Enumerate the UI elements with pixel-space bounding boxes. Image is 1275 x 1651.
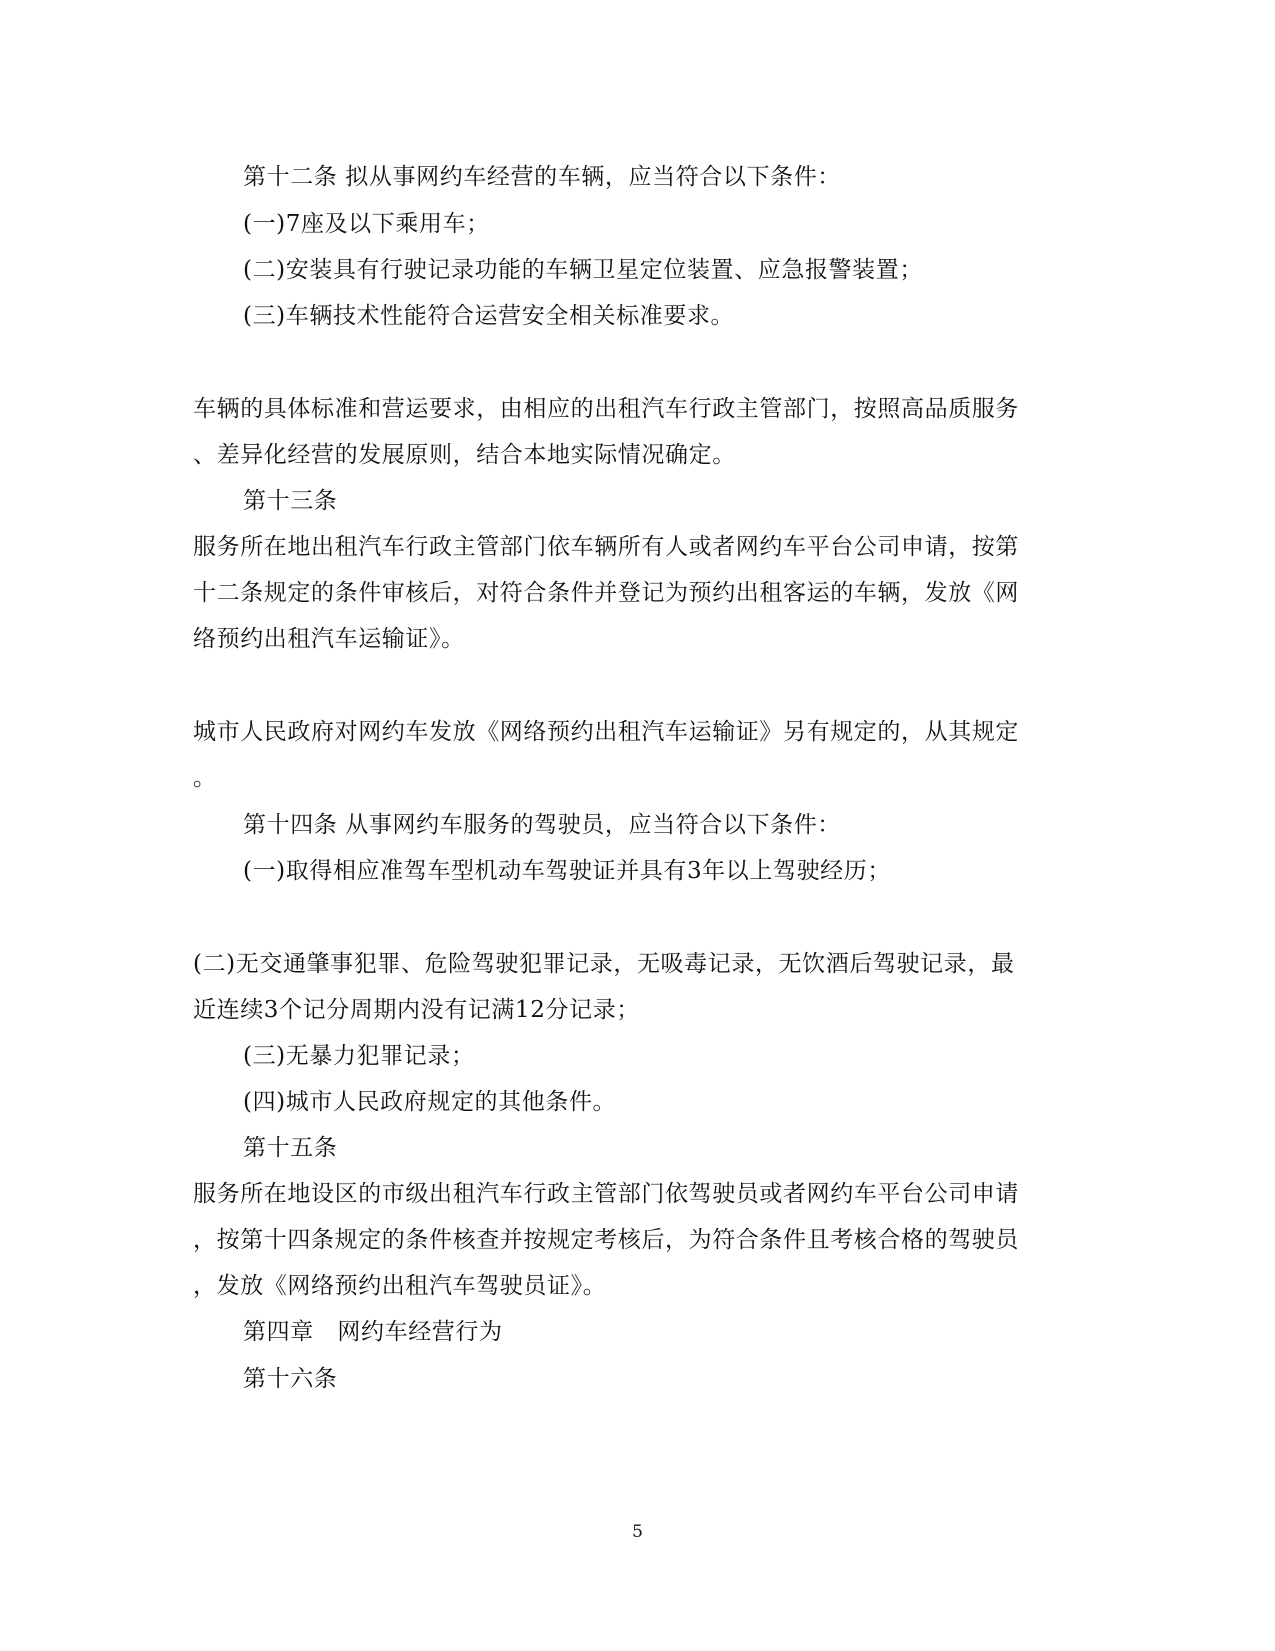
vehicle-standard-paragraph-line-1: 车辆的具体标准和营运要求，由相应的出租汽车行政主管部门，按照高品质服务 bbox=[193, 396, 1019, 422]
article-12-item-3: (三)车辆技术性能符合运营安全相关标准要求。 bbox=[243, 303, 735, 329]
article-13-heading: 第十三条 bbox=[243, 488, 338, 514]
article-13-paragraph-line-1: 服务所在地出租汽车行政主管部门依车辆所有人或者网约车平台公司申请，按第 bbox=[193, 534, 1019, 560]
article-13-paragraph-line-2: 十二条规定的条件审核后，对符合条件并登记为预约出租客运的车辆，发放《网 bbox=[193, 580, 1019, 606]
article-15-paragraph-line-2: ，按第十四条规定的条件核查并按规定考核后，为符合条件且考核合格的驾驶员 bbox=[193, 1227, 1019, 1253]
article-14-item-2-line-1: (二)无交通肇事犯罪、危险驾驶犯罪记录，无吸毒记录，无饮酒后驾驶记录，最 bbox=[193, 951, 1015, 977]
article-12-item-2: (二)安装具有行驶记录功能的车辆卫星定位装置、应急报警装置； bbox=[243, 257, 923, 283]
chapter-4-heading: 第四章 网约车经营行为 bbox=[243, 1319, 503, 1345]
article-14-item-3: (三)无暴力犯罪记录； bbox=[243, 1043, 475, 1069]
city-government-paragraph-line-1: 城市人民政府对网约车发放《网络预约出租汽车运输证》另有规定的，从其规定 bbox=[193, 719, 1019, 745]
city-government-paragraph-line-2: 。 bbox=[193, 765, 217, 791]
article-16-heading: 第十六条 bbox=[243, 1366, 338, 1392]
article-15-heading: 第十五条 bbox=[243, 1135, 338, 1161]
article-12-item-1: (一)7座及以下乘用车； bbox=[243, 211, 490, 237]
article-15-paragraph-line-3: ，发放《网络预约出租汽车驾驶员证》。 bbox=[193, 1273, 607, 1299]
article-14-item-1: (一)取得相应准驾车型机动车驾驶证并具有3年以上驾驶经历； bbox=[243, 858, 891, 884]
article-14-heading: 第十四条 从事网约车服务的驾驶员，应当符合以下条件： bbox=[243, 812, 841, 838]
article-12-heading: 第十二条 拟从事网约车经营的车辆，应当符合以下条件： bbox=[243, 164, 841, 190]
vehicle-standard-paragraph-line-2: 、差异化经营的发展原则，结合本地实际情况确定。 bbox=[193, 442, 736, 468]
article-14-item-4: (四)城市人民政府规定的其他条件。 bbox=[243, 1089, 617, 1115]
article-13-paragraph-line-3: 络预约出租汽车运输证》。 bbox=[193, 626, 465, 652]
article-14-item-2-line-2: 近连续3个记分周期内没有记满12分记录； bbox=[193, 997, 640, 1023]
page-number: 5 bbox=[632, 1522, 643, 1542]
article-15-paragraph-line-1: 服务所在地设区的市级出租汽车行政主管部门依驾驶员或者网约车平台公司申请 bbox=[193, 1181, 1019, 1207]
